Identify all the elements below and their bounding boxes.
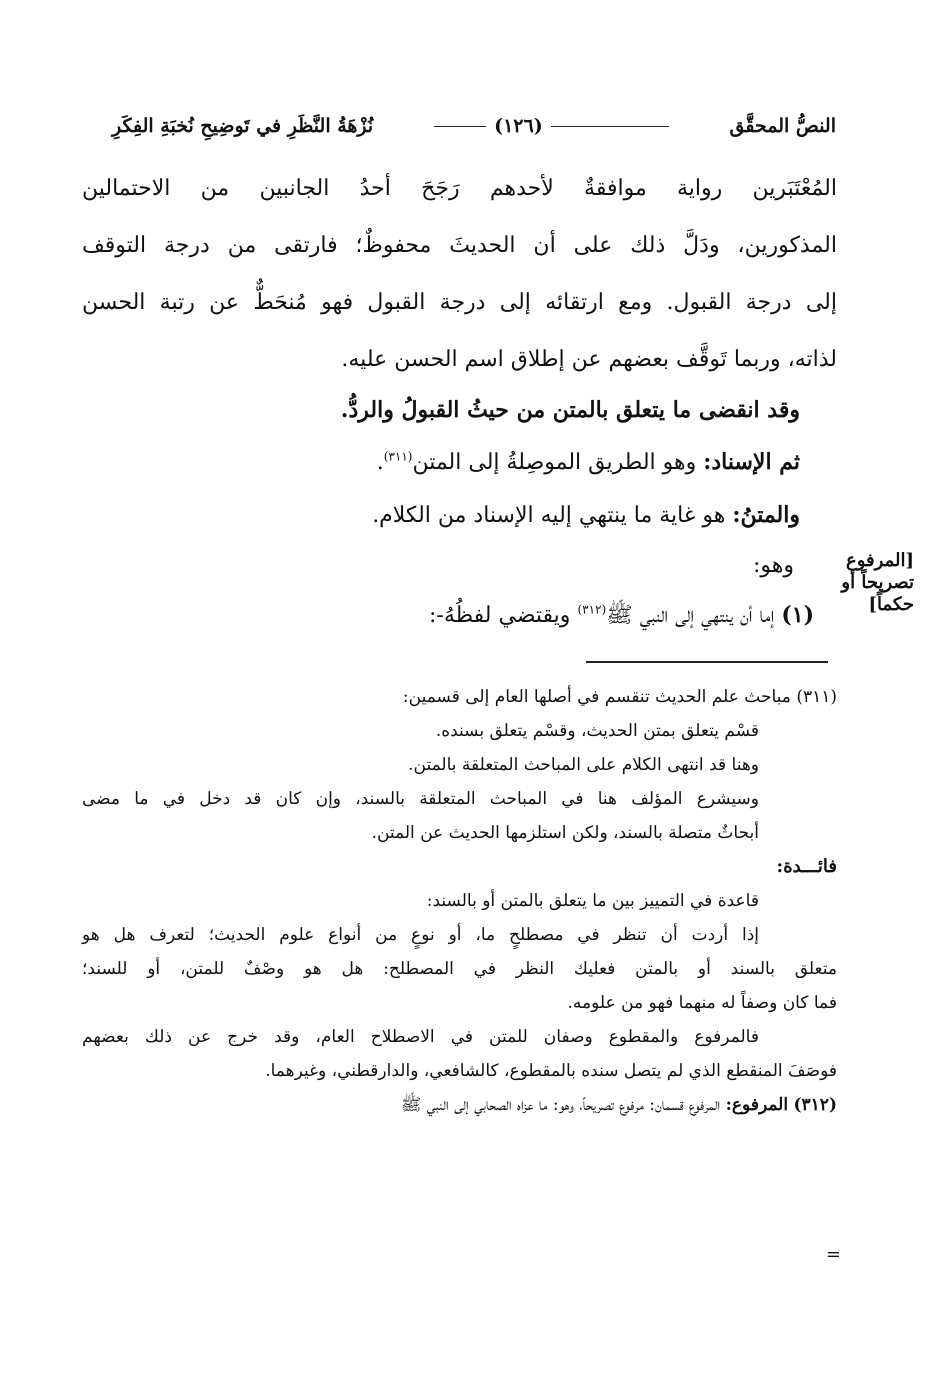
fn312-term: المرفوع: — [725, 1095, 789, 1115]
main-line-3: إلى درجة القبول. ومع ارتقائه إلى درجة القبول فهو مُنحَطٌّ عن رتبة الحسن — [82, 290, 837, 315]
footnote-separator — [586, 661, 828, 663]
main-line-4: لذاته، وربما تَوقَّف بعضهم عن إطلاق اسم الحسن عليه. — [341, 347, 837, 372]
faida-line-4: فما كان وصفاً له منهما فهو من علومه. — [567, 993, 837, 1013]
faida-line-3: متعلق بالسند أو بالمتن فعليك النظر في المصطلح: هل هو وصْفٌ للمتن، أو للسند؛ — [82, 959, 837, 979]
continuation-mark: = — [825, 1244, 841, 1265]
isnad-term: ثم الإسناد: — [703, 449, 800, 475]
definitions-block — [160, 384, 800, 542]
matn-definition — [160, 489, 800, 542]
main-line-1: المُعْتَبَرين رواية موافقةٌ لأحدهم رَجَحَ أحدُ الجانبين من الاحتمالين — [82, 176, 837, 201]
item-1-text-a: إما أن ينتهي إلى النبي ﷺ — [606, 603, 775, 628]
page-number: (١٢٦) — [494, 115, 543, 137]
footnote-ref-312[interactable]: (٣١٢) — [577, 602, 607, 617]
wahuwa-line: وهو: — [752, 553, 794, 578]
footnote-ref-311[interactable]: (٣١١) — [383, 449, 413, 464]
margin-note — [834, 550, 914, 616]
header-page-number-group — [434, 115, 669, 137]
fn312-line — [82, 1088, 837, 1122]
isnad-period: . — [376, 450, 384, 475]
header-rule-left — [434, 126, 486, 127]
fn311-line-3: وهنا قد انتهى الكلام على المباحث المتعلقة بالمتن. — [408, 755, 759, 775]
isnad-definition — [160, 436, 800, 489]
matn-text: هو غاية ما ينتهي إليه الإسناد من الكلام. — [372, 503, 726, 528]
main-paragraph — [82, 160, 837, 388]
faida-line-5: فالمرفوع والمقطوع وصفان للمتن في الاصطلاح العام، وقد خرج عن ذلك بعضهم — [82, 1027, 759, 1047]
main-line-2: المذكورين، ودَلَّ ذلك على أن الحديثَ محفوظٌ؛ فارتقى من درجة التوقف — [82, 233, 837, 258]
fn311-line-5: أبحاثٌ متصلة بالسند، ولكن استلزمها الحديث عن المتن. — [371, 823, 759, 843]
fn312-number: (٣١٢) — [793, 1095, 837, 1115]
header-left-title: نُزْهَةُ النَّظَرِ في تَوضِيحِ نُخبَةِ الفِكَرِ — [112, 115, 374, 137]
fn312-text: المرفوع قسمان: مرفوع تصريحاً، وهو: ما عزاه الصحابي إلى النبي ﷺ — [400, 1095, 721, 1115]
fn311-intro: (٣١١) مباحث علم الحديث تنقسم في أصلها العام إلى قسمين: — [402, 687, 837, 707]
faida-line-6: فوصَفَ المنقطع الذي لم يتصل سنده بالمقطوع، كالشافعي، والدارقطني، وغيرهما. — [265, 1061, 837, 1081]
faida-line-2: إذا أردت أن تنظر في مصطلحٍ ما، أو نوعٍ من أنواع علوم الحديث؛ لتعرف هل هو — [82, 925, 759, 945]
header-rule-right — [551, 126, 669, 127]
fn311-line-4: وسيشرع المؤلف هنا في المباحث المتعلقة بالسند، وإن كان قد دخل في ما مضى — [82, 789, 759, 809]
item-1-line — [429, 601, 814, 633]
margin-note-line-3: حكماً] — [868, 594, 914, 615]
footnotes-section — [82, 680, 837, 1122]
matn-term: والمتنُ: — [732, 502, 800, 528]
margin-note-line-2: تصريحاً أو — [841, 572, 914, 593]
page-header — [112, 106, 836, 146]
item-1-text-b: ويقتضي لفظُهُ-: — [428, 603, 571, 628]
bold-summary-line: وقد انقضى ما يتعلق بالمتن من حيثُ القبولُ والردُّ. — [340, 397, 800, 423]
fn311-line-2: قسْم يتعلق بمتن الحديث، وقسْم يتعلق بسنده. — [435, 721, 759, 741]
item-1-number: (١) — [781, 602, 814, 628]
isnad-text: وهو الطريق الموصِلةُ إلى المتن — [412, 450, 697, 475]
faida-line-1: قاعدة في التمييز بين ما يتعلق بالمتن أو بالسند: — [426, 891, 759, 911]
faida-title: فائـــدة: — [776, 856, 837, 877]
header-right-title: النصُّ المحقَّق — [729, 115, 836, 137]
margin-note-line-1: [المرفوع — [846, 550, 914, 571]
